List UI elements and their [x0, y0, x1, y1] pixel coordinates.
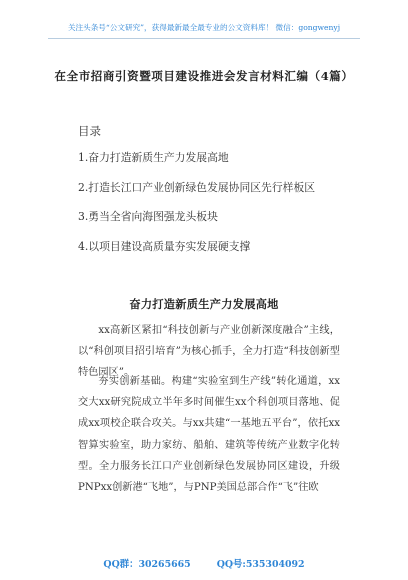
body-paragraph: xx高新区紧扣“科技创新与产业创新深度融合”主线，以“科创项目招引培育”为核心抓手，全力打造“科技创新型特色园区”。 — [78, 325, 340, 379]
table-of-contents — [78, 150, 315, 268]
document-title: 在全市招商引资暨项目建设推进会发言材料汇编（4篇） — [54, 69, 354, 83]
toc-heading: 目录 — [78, 124, 101, 138]
footer-contact — [0, 556, 408, 570]
toc-item[interactable]: 4.以项目建设高质量夯实发展硬支撑 — [78, 239, 251, 253]
qq-number-label: QQ号:535304092 — [216, 559, 305, 570]
toc-item[interactable]: 2.打造长江口产业创新绿色发展协同区先行样板区 — [78, 180, 316, 194]
body-paragraph: 夯实创新基础。构建“实验室到生产线”转化通道，xx交大xx研究院成立半年多时间催生xx个科创项目落地、促成xx项校企联合攻关。与xx共建“一基地五平台”，依托xx智算实验室，助力家纺、船舶、建筑等传统产业数字化转型。全力服务长江口产业创新绿色发展协同区建设，升级PNPxx创新港“飞地”，与PNP美国总部合作“飞”往欧 — [78, 376, 340, 494]
section-heading: 奋力打造新质生产力发展高地 — [129, 297, 279, 311]
header-banner: 关注头条号“公文研究”，获得最新最全最专业的公文资料库！ 微信：gongwenyj — [67, 23, 341, 32]
toc-item[interactable]: 1.奋力打造新质生产力发展高地 — [78, 151, 229, 164]
header-divider — [48, 38, 360, 39]
qq-group-label: QQ群：30265665 — [103, 559, 191, 570]
toc-item[interactable]: 3.勇当全省向海图强龙头板块 — [78, 210, 218, 223]
